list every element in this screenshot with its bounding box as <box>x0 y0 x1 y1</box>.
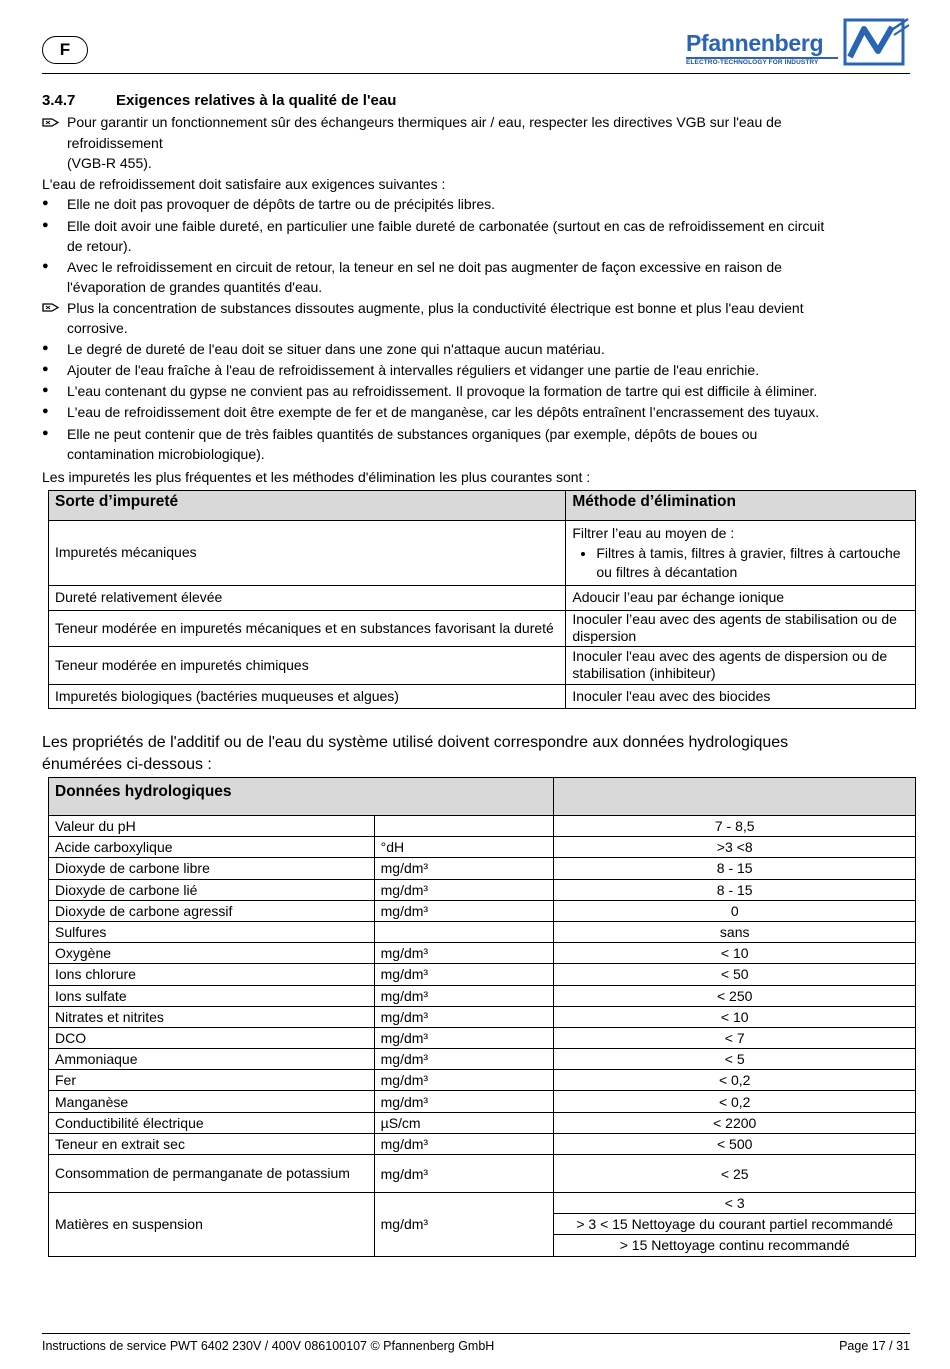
footer-rule <box>42 1333 910 1334</box>
parameter-cell: Valeur du pH <box>49 816 375 837</box>
list-item: contamination microbiologique). <box>67 446 265 462</box>
table-row <box>49 1070 916 1091</box>
table-row <box>49 879 916 900</box>
bullet-icon: ● <box>42 342 49 354</box>
value-cell: < 500 <box>554 1133 916 1154</box>
value-cell: < 25 <box>554 1155 916 1193</box>
section-title: Exigences relatives à la qualité de l'eau <box>116 92 397 109</box>
table-row <box>49 964 916 985</box>
list-item: • Filtres à tamis, filtres à gravier, filtres à cartouche ou filtres à décantation <box>596 544 909 583</box>
bullet-icon: ● <box>42 427 49 439</box>
parameter-cell: Dioxyde de carbone libre <box>49 858 375 879</box>
table-row <box>49 816 916 837</box>
unit-cell: mg/dm³ <box>374 1049 554 1070</box>
value-cell: >3 <8 <box>554 837 916 858</box>
bullet-icon: ● <box>42 197 49 209</box>
parameter-cell: Manganèse <box>49 1091 375 1112</box>
unit-cell <box>374 816 554 837</box>
bullet-icon: ● <box>42 405 49 417</box>
table-row <box>49 900 916 921</box>
table-row <box>49 921 916 942</box>
table-row <box>49 585 916 610</box>
unit-cell: °dH <box>374 837 554 858</box>
table-cell: Inoculer l'eau avec des biocides <box>566 684 916 708</box>
pointing-hand-icon <box>42 301 60 314</box>
section-heading <box>42 92 396 109</box>
parameter-cell: Fer <box>49 1070 375 1091</box>
value-cell: < 10 <box>554 943 916 964</box>
parameter-cell: DCO <box>49 1027 375 1048</box>
note-text: Pour garantir un fonctionnement sûr des échangeurs thermiques air / eau, respecter les directives VGB sur l'eau de <box>67 114 782 130</box>
value-cell: sans <box>554 921 916 942</box>
table-cell: Teneur modérée en impuretés mécaniques et en substances favorisant la dureté <box>49 610 566 646</box>
parameter-cell: Dioxyde de carbone agressif <box>49 900 375 921</box>
list-item: L'eau contenant du gypse ne convient pas au refroidissement. Il provoque la formation de tartre qui est difficile à éliminer. <box>67 383 818 399</box>
table-cell: Dureté relativement élevée <box>49 585 566 610</box>
unit-cell: mg/dm³ <box>374 1091 554 1112</box>
hydrological-data-table <box>48 777 916 1257</box>
section-number: 3.4.7 <box>42 92 76 109</box>
value-cell: 8 - 15 <box>554 858 916 879</box>
unit-cell: mg/dm³ <box>374 1070 554 1091</box>
table-row <box>49 837 916 858</box>
brand-name: Pfannenberg <box>686 30 824 56</box>
language-badge: F <box>42 36 88 64</box>
paragraph: Les propriétés de l'additif ou de l'eau du système utilisé doivent correspondre aux données hydrologiques <box>42 734 789 751</box>
page-number: Page 17 / 31 <box>839 1339 910 1353</box>
table-row <box>49 1049 916 1070</box>
list-item: L'eau de refroidissement doit être exempte de fer et de manganèse, car les dépôts entraînent l’encrassement des tuyaux. <box>67 404 820 420</box>
unit-cell: mg/dm³ <box>374 1006 554 1027</box>
table-cell <box>566 521 916 586</box>
table-row <box>49 1133 916 1154</box>
value-cell: 0 <box>554 900 916 921</box>
list-item: Avec le refroidissement en circuit de retour, la teneur en sel ne doit pas augmenter de façon excessive en raison de <box>67 259 782 275</box>
unit-cell <box>374 921 554 942</box>
table-row <box>49 646 916 684</box>
parameter-cell: Nitrates et nitrites <box>49 1006 375 1027</box>
table-row <box>49 1006 916 1027</box>
parameter-cell: Conductibilité électrique <box>49 1112 375 1133</box>
note-text: Plus la concentration de substances dissoutes augmente, plus la conductivité électrique est bonne et plus l'eau devient <box>67 300 804 316</box>
parameter-cell: Ions sulfate <box>49 985 375 1006</box>
table-header-cell: Sorte d’impureté <box>49 491 566 521</box>
value-cell: < 7 <box>554 1027 916 1048</box>
bullet-icon: ● <box>42 384 49 396</box>
unit-cell: µS/cm <box>374 1112 554 1133</box>
pointing-hand-icon <box>42 116 60 129</box>
value-cell: < 0,2 <box>554 1070 916 1091</box>
bullet-icon: ● <box>42 219 49 231</box>
parameter-cell: Oxygène <box>49 943 375 964</box>
list-item: l'évaporation de grandes quantités d'eau. <box>67 279 323 295</box>
table-row <box>49 1112 916 1133</box>
table-header-cell <box>554 778 916 816</box>
table-row <box>49 985 916 1006</box>
table-row <box>49 1091 916 1112</box>
table-row <box>49 610 916 646</box>
unit-cell: mg/dm³ <box>374 964 554 985</box>
bullet-icon: ● <box>42 363 49 375</box>
table-cell: Impuretés biologiques (bactéries muqueuses et algues) <box>49 684 566 708</box>
table-header-cell: Méthode d’élimination <box>566 491 916 521</box>
value-cell: 7 - 8,5 <box>554 816 916 837</box>
impurities-table <box>48 490 916 709</box>
value-cell: < 5 <box>554 1049 916 1070</box>
list-item: Le degré de dureté de l'eau doit se situer dans une zone qui n'attaque aucun matériau. <box>67 341 605 357</box>
parameter-cell: Sulfures <box>49 921 375 942</box>
cell-text: Filtrer l’eau au moyen de : <box>572 525 735 541</box>
list-item: Ajouter de l'eau fraîche à l'eau de refroidissement à intervalles réguliers et vidanger une partie de l'eau enrichie. <box>67 362 760 378</box>
table-cell: Impuretés mécaniques <box>49 521 566 586</box>
table-row <box>49 943 916 964</box>
value-cell: < 2200 <box>554 1112 916 1133</box>
table-header-cell: Données hydrologiques <box>49 778 554 816</box>
header-rule <box>42 73 910 74</box>
value-cell: > 15 Nettoyage continu recommandé <box>554 1235 916 1256</box>
note-text: refroidissement <box>67 135 163 151</box>
paragraph: L'eau de refroidissement doit satisfaire aux exigences suivantes : <box>42 176 446 192</box>
parameter-cell: Ammoniaque <box>49 1049 375 1070</box>
list-item: Elle doit avoir une faible dureté, en particulier une faible dureté de carbonatée (surtout en cas de refroidissement en circuit <box>67 218 825 234</box>
list-item: de retour). <box>67 238 132 254</box>
table-cell: Teneur modérée en impuretés chimiques <box>49 646 566 684</box>
parameter-cell: Ions chlorure <box>49 964 375 985</box>
unit-cell: mg/dm³ <box>374 879 554 900</box>
unit-cell: mg/dm³ <box>374 943 554 964</box>
parameter-cell: Teneur en extrait sec <box>49 1133 375 1154</box>
value-cell: < 50 <box>554 964 916 985</box>
list-item: Elle ne doit pas provoquer de dépôts de tartre ou de précipités libres. <box>67 196 496 212</box>
unit-cell: mg/dm³ <box>374 900 554 921</box>
value-cell: < 10 <box>554 1006 916 1027</box>
bullet-icon: ● <box>42 260 49 272</box>
table-row <box>49 521 916 586</box>
value-cell: 8 - 15 <box>554 879 916 900</box>
unit-cell: mg/dm³ <box>374 1027 554 1048</box>
note-text: corrosive. <box>67 320 128 336</box>
brand-tagline: ELECTRO-TECHNOLOGY FOR INDUSTRY <box>686 59 819 66</box>
parameter-cell: Acide carboxylique <box>49 837 375 858</box>
note-text: (VGB-R 455). <box>67 155 152 171</box>
unit-cell: mg/dm³ <box>374 1133 554 1154</box>
value-cell: > 3 < 15 Nettoyage du courant partiel recommandé <box>554 1214 916 1235</box>
table-row <box>49 1193 916 1214</box>
table-cell: Adoucir l’eau par échange ionique <box>566 585 916 610</box>
unit-cell: mg/dm³ <box>374 1193 554 1257</box>
table-cell: Inoculer l'eau avec des agents de dispersion ou de stabilisation (inhibiteur) <box>566 646 916 684</box>
paragraph: Les impuretés les plus fréquentes et les méthodes d'élimination les plus courantes sont : <box>42 469 591 485</box>
table-row <box>49 684 916 708</box>
value-cell: < 250 <box>554 985 916 1006</box>
cell-list <box>572 544 909 583</box>
list-item: Elle ne peut contenir que de très faibles quantités de substances organiques (par exemple, dépôts de boues ou <box>67 426 758 442</box>
value-cell: < 0,2 <box>554 1091 916 1112</box>
paragraph: énumérées ci-dessous : <box>42 756 212 773</box>
table-row <box>49 1027 916 1048</box>
footer-document-info: Instructions de service PWT 6402 230V / 400V 086100107 © Pfannenberg GmbH <box>42 1339 495 1353</box>
parameter-cell: Matières en suspension <box>49 1193 375 1257</box>
pfannenberg-logo-icon <box>842 17 910 67</box>
table-row <box>49 1155 916 1193</box>
table-cell: Inoculer l’eau avec des agents de stabilisation ou de dispersion <box>566 610 916 646</box>
unit-cell: mg/dm³ <box>374 985 554 1006</box>
unit-cell: mg/dm³ <box>374 1155 554 1193</box>
parameter-cell: Consommation de permanganate de potassium <box>49 1155 375 1193</box>
parameter-cell: Dioxyde de carbone lié <box>49 879 375 900</box>
table-row <box>49 858 916 879</box>
value-cell: < 3 <box>554 1193 916 1214</box>
unit-cell: mg/dm³ <box>374 858 554 879</box>
